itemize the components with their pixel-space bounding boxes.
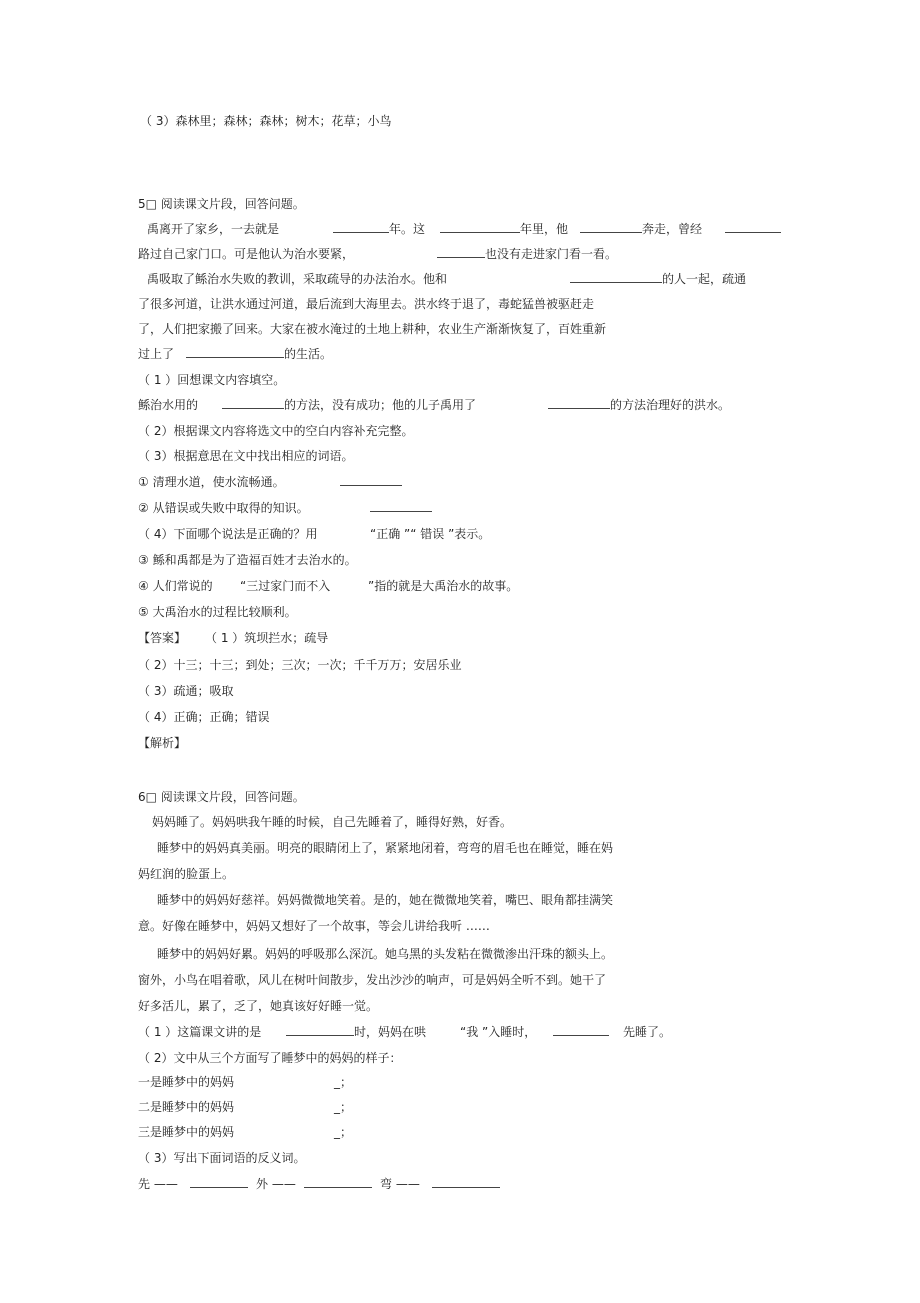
- passage-line: 禹吸取了鲧治水失败的教训，采取疏导的办法治水。他和: [147, 272, 448, 286]
- passage-line: 也没有走进家门看一看。: [437, 246, 617, 262]
- answer-line: （ 2）十三；十三；到处；三次；一次；千千万万；安居乐业: [138, 658, 462, 672]
- fill-blank[interactable]: [286, 1024, 354, 1036]
- sub-item: ⑤ 大禹治水的过程比较顺利。: [138, 605, 297, 619]
- passage-line: 的生活。: [186, 346, 332, 362]
- fill-blank-wrap: [190, 1176, 248, 1192]
- sub-question: （ 1 ）回想课文内容填空。: [138, 373, 286, 387]
- sub-question: “我 ”入睡时，: [460, 1025, 537, 1039]
- fill-blank[interactable]: [553, 1024, 609, 1036]
- sub-item: 三是睡梦中的妈妈: [138, 1125, 235, 1139]
- question-header: 6□ 阅读课文片段，回答问题。: [138, 790, 305, 804]
- passage-line: 了很多河道，让洪水通过河道，最后流到大海里去。洪水终于退了，毒蛇猛兽被驱赶走: [138, 297, 595, 311]
- antonym-item: 弯 ——: [380, 1177, 420, 1191]
- sub-question: （ 2）文中从三个方面写了睡梦中的妈妈的样子：: [138, 1051, 402, 1065]
- sub-question: 先睡了。: [623, 1025, 672, 1039]
- passage-line: 睡梦中的妈妈好慈祥。妈妈微微地笑着。是的，她在微微地笑着，嘴巴、眼角都挂满笑: [157, 893, 614, 907]
- passage-line: 路过自己家门口。可是他认为治水要紧，: [138, 247, 355, 261]
- sub-question: 时，妈妈在哄: [286, 1024, 426, 1040]
- fill-blank-wrap: [340, 474, 402, 490]
- sub-question-line: 的方法，没有成功；他的儿子禹用了: [222, 397, 476, 413]
- passage-line: 奔走，曾经: [580, 221, 702, 237]
- fill-blank[interactable]: [333, 221, 389, 233]
- answer-line: （ 4）正确；正确；错误: [138, 710, 270, 724]
- passage-line: 窗外，小鸟在唱着歌，风儿在树叶间散步，发出沙沙的响声，可是妈妈全听不到。她干了: [138, 973, 607, 987]
- passage-line: 妈红润的脸蛋上。: [138, 867, 235, 881]
- sub-question: （ 3）写出下面词语的反义词。: [138, 1151, 306, 1165]
- passage-line: [725, 221, 781, 237]
- passage-line: 妈妈睡了。妈妈哄我午睡的时候，自己先睡着了，睡得好熟，好香。: [152, 815, 513, 829]
- sub-question: （ 2）根据课文内容将选文中的空白内容补充完整。: [138, 424, 414, 438]
- fill-blank[interactable]: [304, 1176, 372, 1188]
- analysis-label: 【解析】: [138, 736, 187, 750]
- fill-blank[interactable]: [190, 1176, 248, 1188]
- fill-blank-wrap: [370, 500, 432, 516]
- fill-blank[interactable]: [186, 346, 284, 358]
- passage-line: 了，人们把家搬了回来。大家在被水淹过的土地上耕种，农业生产渐渐恢复了，百姓重新: [138, 322, 607, 336]
- sub-question-line: 鲧治水用的: [138, 398, 199, 412]
- passage-line: 睡梦中的妈妈真美丽。明亮的眼睛闭上了，紧紧地闭着，弯弯的眉毛也在睡觉，睡在妈: [157, 841, 614, 855]
- fill-blank[interactable]: [340, 474, 402, 486]
- sub-item: 二是睡梦中的妈妈: [138, 1100, 235, 1114]
- fill-blank-wrap: [304, 1176, 372, 1192]
- answer-line: （ 3）疏通；吸取: [138, 684, 234, 698]
- passage-line: 禹离开了家乡，一去就是: [147, 222, 280, 236]
- blank-end[interactable]: _；: [334, 1075, 353, 1089]
- sub-item: ③ 鲧和禹都是为了造福百姓才去治水的。: [138, 553, 357, 567]
- antonym-item: 先 ——: [138, 1177, 178, 1191]
- fill-blank[interactable]: [725, 221, 781, 233]
- fill-blank[interactable]: [440, 221, 520, 233]
- sub-question: [553, 1024, 609, 1040]
- fill-blank[interactable]: [432, 1176, 500, 1188]
- sub-question: “正确 ”“ 错误 ”表示。: [370, 527, 491, 541]
- sub-item: “三过家门而不入: [240, 579, 331, 593]
- sub-item: 一是睡梦中的妈妈: [138, 1075, 235, 1089]
- fill-blank[interactable]: [222, 397, 284, 409]
- passage-line: 意。好像在睡梦中，妈妈又想好了一个故事，等会儿讲给我听 ……: [138, 919, 490, 933]
- passage-line: 年里，他: [440, 221, 568, 237]
- fill-blank[interactable]: [437, 246, 485, 258]
- fill-blank-wrap: [432, 1176, 500, 1192]
- sub-item: ”指的就是大禹治水的故事。: [368, 579, 519, 593]
- antonym-item: 外 ——: [256, 1177, 296, 1191]
- sub-question: （ 4）下面哪个说法是正确的？用: [138, 527, 318, 541]
- sub-item: ① 清理水道，使水流畅通。: [138, 475, 285, 489]
- blank-end[interactable]: _；: [334, 1125, 353, 1139]
- sub-item: ② 从错误或失败中取得的知识。: [138, 501, 309, 515]
- question-header: 5□ 阅读课文片段，回答问题。: [138, 197, 305, 211]
- answer-line: （ 1 ）筑坝拦水；疏导: [205, 631, 329, 645]
- sub-question: （ 1 ）这篇课文讲的是: [138, 1025, 262, 1039]
- blank-end[interactable]: _；: [334, 1100, 353, 1114]
- sub-question: （ 3）根据意思在文中找出相应的词语。: [138, 449, 354, 463]
- passage-line: 的人一起，疏通: [570, 271, 746, 287]
- passage-line: 过上了: [138, 347, 175, 361]
- sub-question-line: 的方法治理好的洪水。: [548, 397, 730, 413]
- fill-blank[interactable]: [370, 500, 432, 512]
- answer-line: （ 3）森林里；森林；森林；树木；花草；小鸟: [140, 114, 392, 128]
- passage-line: 好多活儿，累了，乏了，她真该好好睡一觉。: [138, 999, 379, 1013]
- sub-item: ④ 人们常说的: [138, 579, 213, 593]
- fill-blank[interactable]: [580, 221, 642, 233]
- passage-line: 睡梦中的妈妈好累。妈妈的呼吸那么深沉。她乌黑的头发粘在微微渗出汗珠的额头上。: [157, 947, 614, 961]
- fill-blank[interactable]: [570, 271, 662, 283]
- passage-line: 年。这: [333, 221, 425, 237]
- fill-blank[interactable]: [548, 397, 610, 409]
- answer-label: 【答案】: [138, 631, 187, 645]
